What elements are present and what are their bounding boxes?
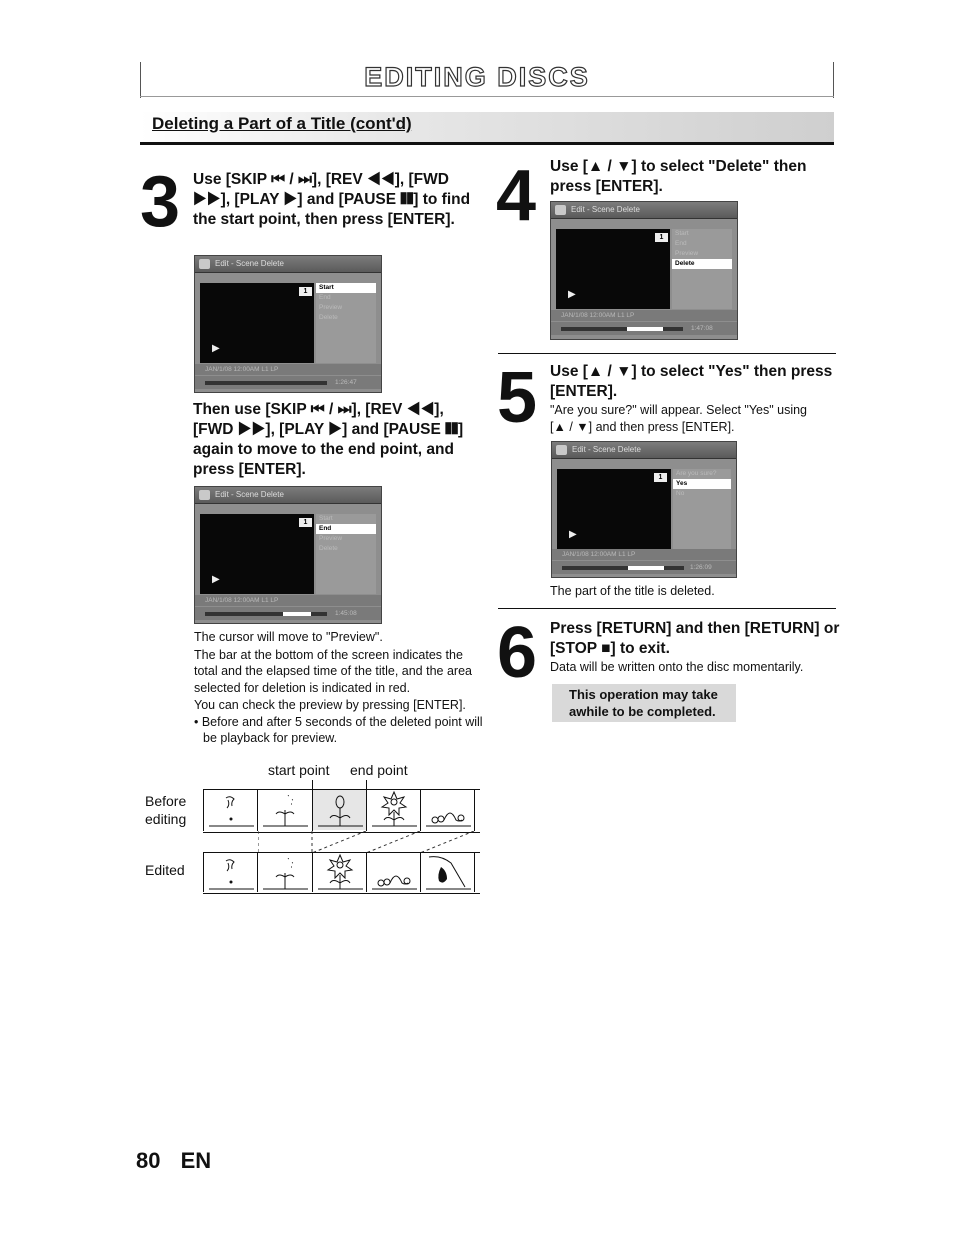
step-4-heading: Use [▲ / ▼] to select "Delete" then press [ENTER]. (550, 158, 807, 195)
elapsed-time: 1:26:47 (335, 379, 357, 386)
scene-delete-menu (672, 229, 732, 309)
disc-icon (555, 205, 566, 215)
disc-icon (199, 490, 210, 500)
screen-title: Edit - Scene Delete (215, 259, 284, 268)
section-title: Deleting a Part of a Title (cont'd) (152, 114, 412, 133)
progress-track (205, 381, 327, 385)
menu-item-end[interactable]: End (675, 240, 687, 247)
title-number-badge: 1 (299, 518, 312, 527)
note-preview: You can check the preview by pressing [ENTER]. (194, 698, 466, 712)
screen-title-bar (551, 202, 737, 219)
step-5-heading: Use [▲ / ▼] to select "Yes" then press [ENTER]. (550, 363, 833, 400)
caterpillar-icon (421, 790, 475, 830)
step-6-number: 6 (497, 613, 538, 693)
progress-area (551, 322, 737, 335)
scene-delete-menu (316, 514, 376, 594)
note-bar: The bar at the bottom of the screen indicates the total and the elapsed time of the title, and the area selected for deletion is indicated in red. (194, 647, 472, 695)
progress-area (195, 376, 381, 389)
confirm-prompt: Are you sure? (676, 470, 717, 477)
progress-area (195, 607, 381, 620)
title-number-badge: 1 (655, 233, 668, 242)
step-5-body: "Are you sure?" will appear. Select "Yes" using [▲ / ▼] and then press [ENTER]. (550, 403, 808, 434)
sprout-icon (258, 853, 312, 891)
menu-item-end[interactable]: End (316, 524, 376, 534)
page-footer (136, 1148, 211, 1174)
menu-item-delete[interactable]: Delete (319, 545, 338, 552)
disc-icon (556, 445, 567, 455)
before-editing-label: Before editing (145, 793, 187, 827)
menu-item-no[interactable]: No (676, 490, 685, 497)
menu-item-delete[interactable]: Delete (672, 259, 732, 269)
progress-selection (627, 327, 663, 331)
note-cursor: The cursor will move to "Preview". (194, 630, 383, 644)
step-3-screen-2 (194, 486, 382, 624)
menu-item-end[interactable]: End (319, 294, 331, 301)
step-4-number: 4 (496, 156, 537, 236)
step-6-heading: Press [RETURN] and then [RETURN] or [STOP ■] to exit. (550, 620, 840, 657)
note-line-1: This operation may take (569, 687, 718, 702)
step-divider (498, 608, 836, 609)
step-5-result: The part of the title is deleted. (550, 584, 715, 598)
language-code: EN (180, 1148, 212, 1173)
note-playback: • Before and after 5 seconds of the deleted point will be playback for preview. (194, 714, 483, 745)
screen-info-line: JAN/1/08 12:00AM L1 LP (195, 595, 381, 606)
step-4-screen (550, 201, 738, 340)
title-number-badge: 1 (654, 473, 667, 482)
sprout-icon (258, 790, 312, 830)
flower-icon (367, 790, 421, 830)
title-number-badge: 1 (299, 287, 312, 296)
step-divider (498, 353, 836, 354)
step-3-number: 3 (140, 162, 181, 242)
page-number: 80 (136, 1148, 161, 1173)
progress-area (552, 561, 736, 574)
play-icon: ▶ (212, 343, 220, 354)
menu-item-yes[interactable]: Yes (673, 479, 731, 489)
elapsed-time: 1:47:08 (691, 325, 713, 332)
start-point-label: start point (268, 762, 330, 778)
elapsed-time: 1:26:09 (690, 564, 712, 571)
edited-label: Edited (145, 862, 185, 878)
menu-item-delete[interactable]: Delete (319, 314, 338, 321)
screen-title-bar (195, 256, 381, 273)
menu-item-start[interactable]: Start (316, 283, 376, 293)
flower-icon (313, 853, 367, 891)
bud-icon (313, 790, 367, 830)
step-5-number: 5 (497, 358, 538, 438)
progress-selection (283, 612, 311, 616)
header-baseline (140, 96, 834, 97)
screen-title-bar (195, 487, 381, 504)
disc-icon (199, 259, 210, 269)
caterpillar-icon (367, 853, 421, 891)
page-title: EDITING DISCS (364, 62, 590, 92)
screen-info-line: JAN/1/08 12:00AM L1 LP (551, 310, 737, 321)
play-icon: ▶ (212, 574, 220, 585)
edit-connector-lines (258, 831, 483, 853)
end-point-label: end point (350, 762, 408, 778)
note-line-2: awhile to be completed. (569, 704, 716, 719)
menu-item-preview[interactable]: Preview (319, 535, 343, 542)
seed-icon (204, 790, 258, 830)
menu-item-start[interactable]: Start (319, 515, 333, 522)
menu-item-preview[interactable]: Preview (675, 250, 699, 257)
step-3-screen (194, 255, 382, 393)
screen-title-bar (552, 442, 736, 459)
play-icon: ▶ (569, 529, 577, 540)
scene-delete-menu (316, 283, 376, 363)
progress-track (562, 566, 684, 570)
step-6-body: Data will be written onto the disc momentarily. (550, 660, 804, 674)
step-5-screen (551, 441, 737, 578)
elapsed-time: 1:45:08 (335, 610, 357, 617)
menu-item-preview[interactable]: Preview (319, 304, 343, 311)
screen-info-line: JAN/1/08 12:00AM L1 LP (552, 549, 736, 560)
confirm-dialog (673, 469, 731, 549)
screen-title: Edit - Scene Delete (215, 490, 284, 499)
screen-title: Edit - Scene Delete (572, 445, 641, 454)
bird-icon (421, 853, 475, 891)
step-3-heading-2: Then use [SKIP ⏮ / ⏭], [REV ◀◀], [FWD ▶▶], [PLAY ▶] and [PAUSE ❚❚] again to move to the end point, and press [ENTER]. (193, 401, 464, 478)
progress-track (561, 327, 683, 331)
play-icon: ▶ (568, 289, 576, 300)
operation-note (552, 684, 736, 722)
step-3-heading: Use [SKIP ⏮ / ⏭], [REV ◀◀], [FWD ▶▶], [PLAY ▶] and [PAUSE ❚❚] to find the start point, then press [ENTER]. (193, 171, 471, 228)
screen-title: Edit - Scene Delete (571, 205, 640, 214)
screen-info-line: JAN/1/08 12:00AM L1 LP (195, 364, 381, 375)
menu-item-start[interactable]: Start (675, 230, 689, 237)
seed-icon (204, 853, 258, 891)
step-3-notes (194, 629, 484, 747)
progress-selection (628, 566, 664, 570)
